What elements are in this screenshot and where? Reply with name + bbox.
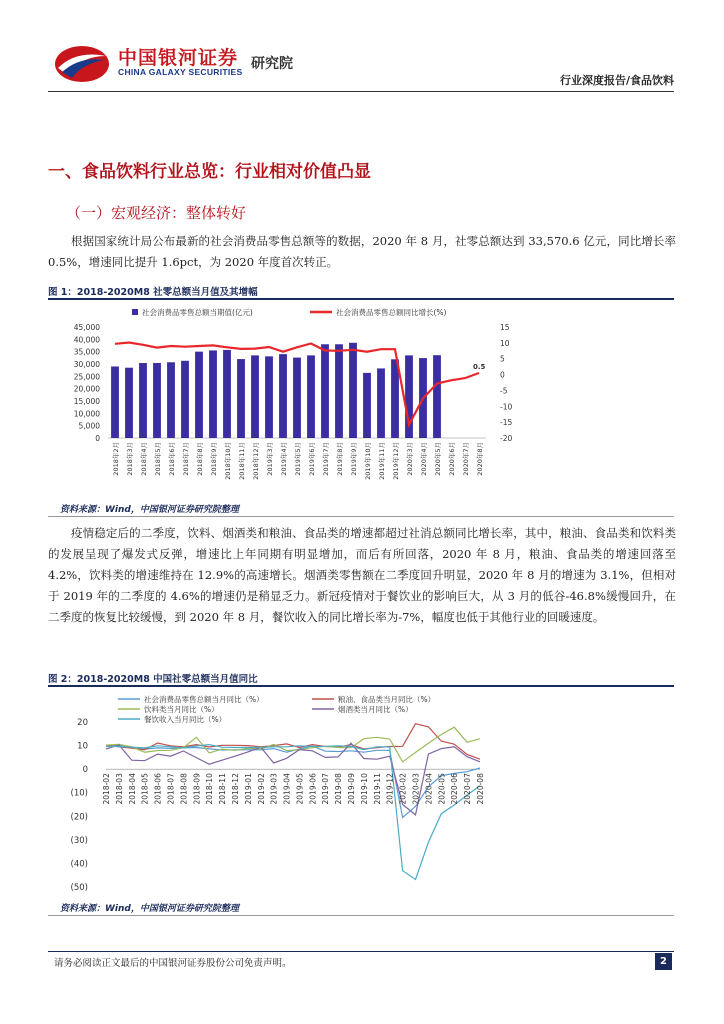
x-tick: 2019年9月 <box>350 442 358 476</box>
y-right-tick: -5 <box>500 386 508 396</box>
x-tick: 2018年5月 <box>154 442 162 476</box>
x-tick: 2020年3月 <box>406 442 414 476</box>
page-number: 2 <box>655 953 672 970</box>
x-tick: 2018年11月 <box>238 442 246 480</box>
paragraph-2 <box>48 523 676 628</box>
y-left-tick: 25,000 <box>73 372 100 382</box>
x-tick: 2018年2月 <box>112 442 120 476</box>
x-tick: 2019-03 <box>269 773 279 805</box>
y-left-tick: 5,000 <box>78 421 100 431</box>
bar <box>265 356 273 438</box>
x-tick: 2018-07 <box>166 773 176 805</box>
x-tick: 2018-09 <box>192 773 202 805</box>
y-left-tick: 35,000 <box>73 347 100 357</box>
x-tick: 2018年3月 <box>126 442 134 476</box>
y-left-tick: 20,000 <box>73 384 100 394</box>
y-left-tick: 15,000 <box>73 397 100 406</box>
bar <box>251 355 259 438</box>
bar <box>237 359 245 438</box>
figure-2-source: 资料来源：Wind，中国银河证券研究院整理 <box>60 904 239 914</box>
x-tick: 2019年8月 <box>336 442 344 476</box>
x-tick: 2018-11 <box>218 773 228 805</box>
x-tick: 2018-04 <box>127 773 137 805</box>
x-tick: 2019年3月 <box>266 442 274 476</box>
legend-line-label: 社会消费品零售总额同比增长(%) <box>336 308 447 317</box>
x-tick: 2019年10月 <box>364 442 372 480</box>
x-tick: 2019年4月 <box>280 442 288 476</box>
bar <box>293 358 301 438</box>
figure-1-rule <box>48 298 674 300</box>
data-label: 0.5 <box>473 362 486 371</box>
x-tick: 2019年5月 <box>294 442 302 476</box>
y-right-tick: -15 <box>500 418 513 428</box>
bar <box>363 373 371 438</box>
x-tick: 2018年9月 <box>210 442 218 476</box>
bar <box>195 352 203 438</box>
bar <box>153 363 161 438</box>
x-tick: 2019-02 <box>256 773 266 805</box>
bar <box>391 359 399 438</box>
brand-name-en: CHINA GALAXY SECURITIES <box>118 67 243 77</box>
subsection-title: （一）宏观经济：整体转好 <box>66 204 247 222</box>
bar <box>167 362 175 438</box>
x-tick: 2020年8月 <box>476 442 484 476</box>
legend-label: 粮油、食品类当月同比（%） <box>338 695 436 704</box>
x-tick: 2019-04 <box>282 773 292 805</box>
y-tick: (50) <box>70 883 88 893</box>
x-tick: 2019-05 <box>295 773 305 805</box>
bar <box>377 368 385 438</box>
x-tick: 2019-06 <box>308 773 318 805</box>
x-tick: 2020年4月 <box>420 442 428 476</box>
bar <box>433 355 441 438</box>
x-tick: 2020年7月 <box>462 442 470 476</box>
brand-name-cn: 中国银河证券 <box>118 47 239 69</box>
bar <box>349 343 357 438</box>
x-tick: 2020-06 <box>450 773 460 805</box>
x-tick: 2019-09 <box>347 773 357 805</box>
chart-2 <box>48 689 674 897</box>
header-divider <box>48 91 674 92</box>
y-tick: (40) <box>70 859 88 870</box>
y-left-tick: 0 <box>95 434 100 443</box>
section-title: 一、食品饮料行业总览：行业相对价值凸显 <box>48 162 371 182</box>
x-tick: 2019年11月 <box>378 442 386 480</box>
x-tick: 2020-03 <box>411 773 421 805</box>
bar <box>111 366 119 438</box>
x-tick: 2018-12 <box>230 773 240 805</box>
x-tick: 2018年7月 <box>182 442 190 476</box>
bar <box>307 355 315 438</box>
x-tick: 2019年12月 <box>392 442 400 480</box>
x-tick: 2020-07 <box>463 773 473 805</box>
paragraph-1-text: 根据国家统计局公布最新的社会消费品零售总额等的数据，2020 年 8 月，社零总额达到 33,570.6 亿元，同比增长率 0.5%，增速同比提升 1.6pct，为 2020 年度首次转正。 <box>48 234 676 269</box>
y-tick: 10 <box>77 741 88 752</box>
bar <box>209 350 217 438</box>
x-tick: 2019-10 <box>359 773 369 805</box>
y-left-tick: 40,000 <box>73 335 100 345</box>
x-tick: 2020-02 <box>398 773 408 805</box>
x-tick: 2020-05 <box>437 773 447 805</box>
y-right-tick: 0 <box>500 370 505 380</box>
bar <box>223 350 231 438</box>
paragraph-1 <box>48 231 676 273</box>
paragraph-2-text: 疫情稳定后的二季度，饮料、烟酒类和粮油、食品类的增速都超过社消总额同比增长率，其中，粮油、食品类和饮料类的发展呈现了爆发式反弹，增速比上年同期有明显增加，而后有所回落，2020 年 8 月，粮油、食品类的增速回落至 4.2%，饮料类的增速维持在 12.9%的高速增长。烟酒类零售额在二季度回升明显，2020 年 8 月的增速为 3.1%，但相对于 2019 年的二季度的 4.6%的增速仍是稍显乏力。新冠疫情对于餐饮业的影响巨大，从 3 月的低谷-46.8%缓慢回升，在二季度的恢复比较缓慢，到 2020 年 8 月，餐饮收入的同比增长率为-7%，幅度也低于其他行业的回暖速度。 <box>48 526 676 624</box>
legend-label: 餐饮收入当月同比（%） <box>144 715 227 724</box>
y-left-tick: 45,000 <box>73 323 100 332</box>
x-tick: 2019-11 <box>372 773 382 805</box>
bar <box>335 344 343 438</box>
y-left-tick: 30,000 <box>73 360 100 369</box>
y-right-tick: 10 <box>500 338 510 348</box>
y-right-tick: 5 <box>500 354 505 364</box>
x-tick: 2018年10月 <box>224 442 232 480</box>
figure-1-source-rule <box>48 516 674 517</box>
legend-bar-label: 社会消费品零售总额当期值(亿元) <box>142 308 253 317</box>
y-tick: (20) <box>70 812 88 823</box>
bar <box>321 344 329 438</box>
figure-1-title: 图 1：2018-2020M8 社零总额当月值及其增幅 <box>48 287 258 298</box>
galaxy-logo-icon <box>52 42 112 86</box>
chart-1 <box>48 302 674 498</box>
bar <box>139 363 147 438</box>
x-tick: 2018年4月 <box>140 442 148 476</box>
y-tick: (30) <box>70 835 88 846</box>
figure-2-title: 图 2：2018-2020M8 中国社零总额当月值同比 <box>48 674 258 685</box>
x-tick: 2018年12月 <box>252 442 260 480</box>
figure-2-rule <box>48 685 674 687</box>
x-tick: 2019-07 <box>321 773 331 805</box>
y-left-tick: 10,000 <box>73 409 100 419</box>
x-tick: 2018-03 <box>114 773 124 805</box>
figure-2-source-rule <box>48 915 674 916</box>
figure-1-source: 资料来源：Wind，中国银河证券研究院整理 <box>60 505 239 515</box>
x-tick: 2020年6月 <box>448 442 456 476</box>
x-tick: 2018年8月 <box>196 442 204 476</box>
x-tick: 2019-01 <box>243 773 253 805</box>
y-tick: 20 <box>77 718 88 728</box>
x-tick: 2019-08 <box>334 773 344 805</box>
x-tick: 2018-08 <box>179 773 189 805</box>
legend-label: 烟酒类当月同比（%） <box>338 705 413 714</box>
institute-label: 研究院 <box>251 56 293 72</box>
y-right-tick: 15 <box>500 323 510 332</box>
legend-label: 饮料类当月同比（%） <box>144 705 219 714</box>
x-tick: 2020-04 <box>424 773 434 805</box>
series-line <box>106 745 480 880</box>
y-tick: 0 <box>82 765 88 776</box>
x-tick: 2020年5月 <box>434 442 442 476</box>
legend-label: 社会消费品零售总额当月同比（%） <box>144 695 264 704</box>
x-tick: 2019年6月 <box>308 442 316 476</box>
bar <box>279 354 287 438</box>
x-tick: 2018-02 <box>102 773 111 805</box>
x-tick: 2019年7月 <box>322 442 330 476</box>
bar <box>181 361 189 438</box>
legend-bar-swatch <box>132 309 138 315</box>
footer-disclaimer: 请务必阅读正文最后的中国银河证券股份公司免责声明。 <box>54 958 292 969</box>
bar <box>125 368 133 438</box>
y-tick: (10) <box>70 788 88 799</box>
x-tick: 2019-12 <box>385 773 395 805</box>
x-tick: 2018-10 <box>205 773 215 805</box>
x-tick: 2020-08 <box>476 773 485 805</box>
report-type: 行业深度报告/食品饮料 <box>559 74 674 87</box>
footer-divider <box>48 951 674 952</box>
x-tick: 2018-05 <box>140 773 150 805</box>
y-right-tick: -10 <box>500 402 513 412</box>
y-right-tick: -20 <box>500 434 513 443</box>
x-tick: 2018年6月 <box>168 442 176 476</box>
x-tick: 2018-06 <box>153 773 163 805</box>
